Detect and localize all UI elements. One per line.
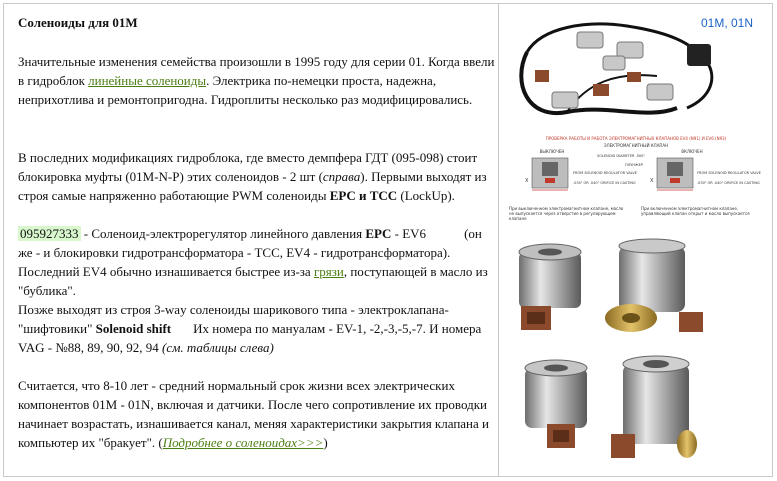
- p2-italic: справа: [322, 169, 361, 184]
- p3-text-c: (он же - и блокировки гидротрансформатора - TCC, EV4 - гидротрансформатора). Последний EV4 обычно изнашивается быстрее из-за: [18, 226, 482, 279]
- dirt-link[interactable]: грязи: [313, 264, 344, 279]
- harness-label: 01M, 01N: [700, 16, 753, 30]
- p2-text-a: В последних модификациях гидроблока, где вместо демпфера ГДТ (095-098) стоит блокировка муфты (01M-N-P) этих соленоидов - 2 шт (: [18, 150, 478, 184]
- diagram-title: ПРОВЕРКА РАБОТЫ И РАБОТА ЭЛЕКТРОМАГНИТНЫХ КЛАПАНОВ EV4 (N91) И EV6 (N93): [545, 136, 727, 141]
- image-column: [499, 4, 772, 476]
- p4-text-b: Их номера по мануалам - EV-1, -2,-3,-5,-7. И номера VAG - №88, 89, 90, 92, 94: [18, 321, 482, 355]
- paragraph-lifespan: [18, 376, 496, 452]
- paragraph-modifications: [18, 148, 496, 205]
- diagram-orifice-right: .030" OR .040" ORIFICE IN CASTING: [697, 181, 760, 185]
- p4-bold: Solenoid shift: [95, 321, 172, 336]
- p2-bold: EPC и TCC: [329, 188, 398, 203]
- diagram-x-left: X: [525, 178, 529, 184]
- diagram-solenoid-note: SOLENOID DIAMETER .500": [597, 154, 646, 158]
- diagram-off: ВЫКЛЮЧЕН: [539, 149, 565, 154]
- paragraph-intro: [18, 52, 496, 109]
- p5-text-a: Считается, что 8-10 лет - средний нормальный срок жизни всех электрических компонентов 01M - 01N, включая и датчики. После чего сопротивление их проводки начинает возрастать, изнашивается канал, меняя характеристики закрытия клапана и компьютер их "бракует". (: [18, 378, 489, 450]
- diagram-on: ВКЛЮЧЕН: [681, 149, 703, 154]
- page-title: Соленоиды для 01M: [18, 15, 138, 30]
- paragraph-epc: [18, 224, 496, 300]
- diagram-caption-left: При выключенном электромагнитном клапане, масло не выпускается через отверстие в регулирующем клапане: [509, 206, 624, 221]
- diagram-orifice-left: .030" OR .040" ORIFICE IN CASTING: [573, 181, 636, 185]
- solenoid-photos-image: [507, 238, 765, 474]
- diagram-plunger: ПЛУНЖЕР: [625, 163, 644, 167]
- p3-text-d: , поступающей в масло из "бублика".: [18, 264, 488, 298]
- solenoid-diagram-image: [507, 134, 765, 234]
- text-column: [4, 4, 499, 476]
- diagram-from-reg-left: FROM SOLENOID REGULATOR VALVE: [573, 171, 637, 175]
- p3-text-a: - Соленоид-электрорегулятор линейного давления: [80, 226, 366, 241]
- p3-text-b: - EV6: [391, 226, 427, 241]
- linear-solenoids-link[interactable]: линейные соленоиды: [88, 73, 207, 88]
- diagram-subtitle: ЭЛЕКТРОМАГНИТНЫЙ КЛАПАН: [603, 143, 669, 148]
- solenoid-harness-image: [507, 12, 765, 130]
- content-table: [3, 3, 773, 477]
- diagram-caption-right: При включенном электромагнитном клапане, управляющий клапан открыт и масло выпускается: [641, 206, 750, 216]
- p2-text-c: (LockUp).: [397, 188, 455, 203]
- p3-bold: EPC: [365, 226, 392, 241]
- p2-text-b: ). Первыми выходят из строя самые напряженно работающие PWM соленоиды: [18, 169, 487, 203]
- diagram-from-reg-right: FROM SOLENOID REGULATOR VALVE: [697, 171, 761, 175]
- p1-text-a: Значительные изменения семейства произошли в 1995 году для серии 01. Когда ввели в гидроблок: [18, 54, 495, 88]
- more-about-solenoids-link[interactable]: Подробнее о соленоидах>>>: [162, 435, 324, 450]
- p4-text-a: Позже выходят из строя 3-way соленоиды шарикового типа - электроклапана-"шифтовики": [18, 302, 449, 336]
- paragraph-shift-solenoids: [18, 300, 496, 357]
- p5-text-b: ): [323, 435, 328, 450]
- part-number-code: 095927333: [20, 226, 79, 241]
- diagram-x-right: X: [650, 178, 654, 184]
- p4-italic: (см. таблицы слева): [161, 340, 274, 355]
- p1-text-b: . Электрика по-немецки проста, надежна, неприхотлива и ремонтопригодна. Гидроплиты несколько раз модифицировались.: [18, 73, 473, 107]
